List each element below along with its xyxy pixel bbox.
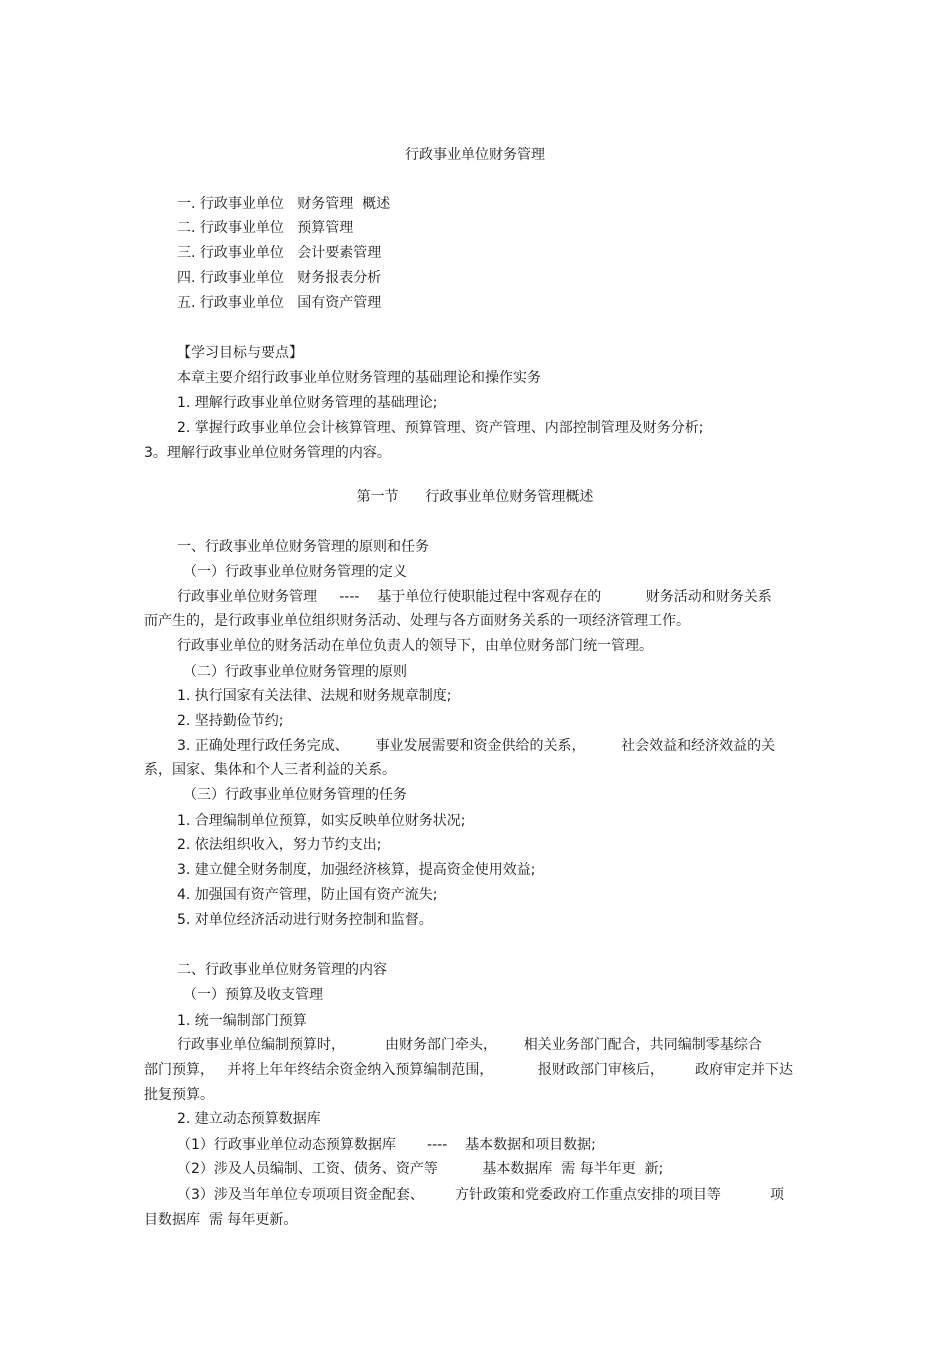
objectives-intro: 本章主要介绍行政事业单位财务管理的基础理论和操作实务 xyxy=(177,370,541,386)
heading-level2: （二）行政事业单位财务管理的原则 xyxy=(183,664,407,680)
sub-item: （3）涉及当年单位专项项目资金配套、 方针政策和党委政府工作重点安排的项目等 项 xyxy=(177,1187,785,1203)
list-item: 1. 执行国家有关法律、法规和财务规章制度; xyxy=(177,688,452,704)
body-text: 行政事业单位财务管理 ---- 基于单位行使职能过程中客观存在的 财务活动和财务关系 xyxy=(177,589,772,605)
sub-item: （1）行政事业单位动态预算数据库 ---- 基本数据和项目数据; xyxy=(177,1137,596,1153)
objectives-heading: 【学习目标与要点】 xyxy=(177,345,303,361)
list-item: 2. 坚持勤俭节约; xyxy=(177,713,284,729)
list-item: 2. 依法组织收入，努力节约支出; xyxy=(177,837,382,853)
body-text: 批复预算。 xyxy=(144,1087,214,1103)
list-item: 2. 建立动态预算数据库 xyxy=(177,1111,321,1127)
toc-item: 三. 行政事业单位 会计要素管理 xyxy=(177,245,382,261)
body-text: 行政事业单位的财务活动在单位负责人的领导下，由单位财务部门统一管理。 xyxy=(177,638,653,654)
body-text: 行政事业单位编制预算时， 由财务部门牵头， 相关业务部门配合，共同编制零基综合 xyxy=(177,1037,762,1053)
list-item: 3. 正确处理行政任务完成、 事业发展需要和资金供给的关系， 社会效益和经济效益的关 xyxy=(177,738,776,754)
body-text: 部门预算， 并将上年年终结余资金纳入预算编制范围， 报财政部门审核后， 政府审定并下达 xyxy=(144,1062,794,1078)
document-title: 行政事业单位财务管理 xyxy=(405,147,545,163)
heading-level2: （一）预算及收支管理 xyxy=(183,987,323,1003)
list-item: 3. 建立健全财务制度，加强经济核算，提高资金使用效益; xyxy=(177,862,536,878)
toc-item: 一. 行政事业单位 财务管理 概述 xyxy=(177,196,391,212)
objective-item: 2. 掌握行政事业单位会计核算管理、预算管理、资产管理、内部控制管理及财务分析; xyxy=(177,420,704,436)
section-title: 第一节 行政事业单位财务管理概述 xyxy=(356,489,594,505)
heading-level2: （三）行政事业单位财务管理的任务 xyxy=(183,787,407,803)
list-item: 1. 合理编制单位预算，如实反映单位财务状况; xyxy=(177,813,466,829)
objective-item: 3。理解行政事业单位财务管理的内容。 xyxy=(144,445,391,461)
list-item: 1. 统一编制部门预算 xyxy=(177,1013,307,1029)
heading-level2: （一）行政事业单位财务管理的定义 xyxy=(183,564,407,580)
list-item: 4. 加强国有资产管理，防止国有资产流失; xyxy=(177,887,438,903)
heading-level1: 二、行政事业单位财务管理的内容 xyxy=(177,962,387,978)
toc-item: 二. 行政事业单位 预算管理 xyxy=(177,220,354,236)
toc-item: 四. 行政事业单位 财务报表分析 xyxy=(177,270,382,286)
body-text: 而产生的，是行政事业单位组织财务活动、处理与各方面财务关系的一项经济管理工作。 xyxy=(144,613,690,629)
objective-item: 1. 理解行政事业单位财务管理的基础理论; xyxy=(177,395,438,411)
sub-item: （2）涉及人员编制、工资、债务、资产等 基本数据库 需 每半年更 新; xyxy=(177,1161,664,1177)
list-item: 5. 对单位经济活动进行财务控制和监督。 xyxy=(177,912,433,928)
toc-item: 五. 行政事业单位 国有资产管理 xyxy=(177,295,382,311)
list-item-continuation: 系，国家、集体和个人三者利益的关系。 xyxy=(144,762,396,778)
sub-item-continuation: 目数据库 需 每年更新。 xyxy=(144,1212,298,1228)
heading-level1: 一、行政事业单位财务管理的原则和任务 xyxy=(177,539,429,555)
